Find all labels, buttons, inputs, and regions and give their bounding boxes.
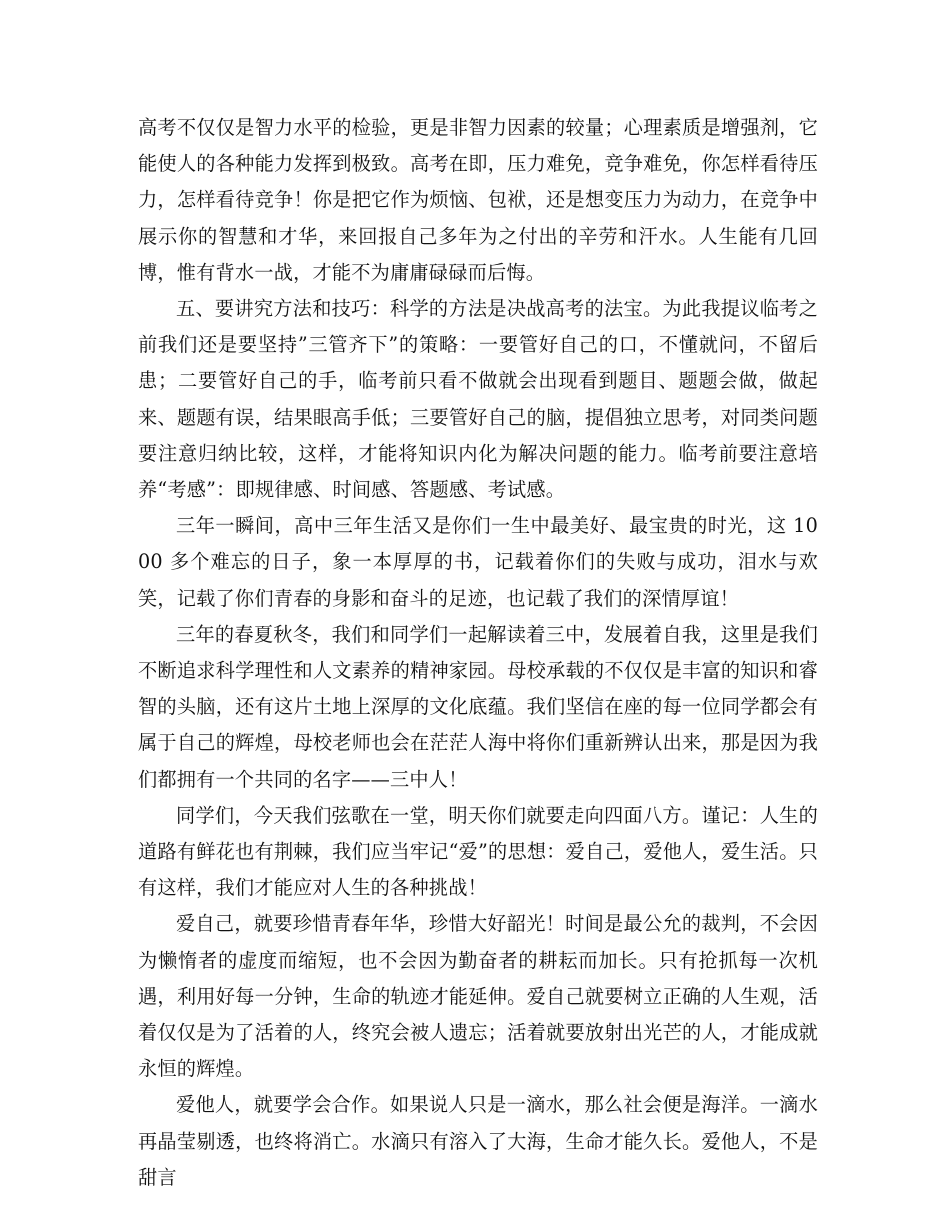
paragraph-love-others: 爱他人，就要学会合作。如果说人只是一滴水，那么社会便是海洋。一滴水再晶莹剔透，也终将消亡。水滴只有溶入了大海，生命才能久长。爱他人，不是甜言 (138, 1093, 818, 1189)
paragraph-love-self: 爱自己，就要珍惜青春年华，珍惜大好韶光！时间是最公允的裁判，不会因为懒惰者的虚度而缩短，也不会因为勤奋者的耕耘而加长。只有抢抓每一次机遇，利用好每一分钟，生命的轨迹才能延伸。爱自己就要树立正确的人生观，活着仅仅是为了活着的人，终究会被人遗忘；活着就要放射出光芒的人，才能成就永恒的辉煌。 (138, 912, 818, 1081)
document-body (138, 110, 818, 1196)
paragraph-pressure: 高考不仅仅是智力水平的检验，更是非智力因素的较量；心理素质是增强剂，它能使人的各种能力发挥到极致。高考在即，压力难免，竞争难免，你怎样看待压力，怎样看待竞争！你是把它作为烦恼、包袱，还是想变压力为动力，在竞争中展示你的智慧和才华，来回报自己多年为之付出的辛劳和汗水。人生能有几回博，惟有背水一战，才能不为庸庸碌碌而后悔。 (138, 116, 818, 284)
paragraph-methods: 五、要讲究方法和技巧：科学的方法是决战高考的法宝。为此我提议临考之前我们还是要坚持”三管齐下”的策略：一要管好自己的口，不懂就问，不留后患；二要管好自己的手，临考前只看不做就会出现看到题目、题题会做，做起来、题题有误，结果眼高手低；三要管好自己的脑，提倡独立思考，对同类问题要注意归纳比较，这样，才能将知识内化为解决问题的能力。临考前要注意培养“考感”：即规律感、时间感、答题感、考试感。 (138, 297, 818, 502)
paragraph-school: 三年的春夏秋冬，我们和同学们一起解读着三中，发展着自我，这里是我们不断追求科学理性和人文素养的精神家园。母校承载的不仅仅是丰富的知识和睿智的头脑，还有这片土地上深厚的文化底蕴。我们坚信在座的每一位同学都会有属于自己的辉煌，母校老师也会在茫茫人海中将你们重新辨认出来，那是因为我们都拥有一个共同的名字——三中人！ (138, 622, 818, 791)
paragraph-classmates: 同学们，今天我们弦歌在一堂，明天你们就要走向四面八方。谨记：人生的道路有鲜花也有荆棘，我们应当牢记“爱”的思想：爱自己，爱他人，爱生活。只有这样，我们才能应对人生的各种挑战！ (138, 803, 818, 900)
paragraph-three-years: 三年一瞬间，高中三年生活又是你们一生中最美好、最宝贵的时光，这 1000 多个难忘的日子，象一本厚厚的书，记载着你们的失败与成功，泪水与欢笑，记载了你们青春的身影和奋斗的足迹，也记载了我们的深情厚谊！ (138, 514, 818, 610)
